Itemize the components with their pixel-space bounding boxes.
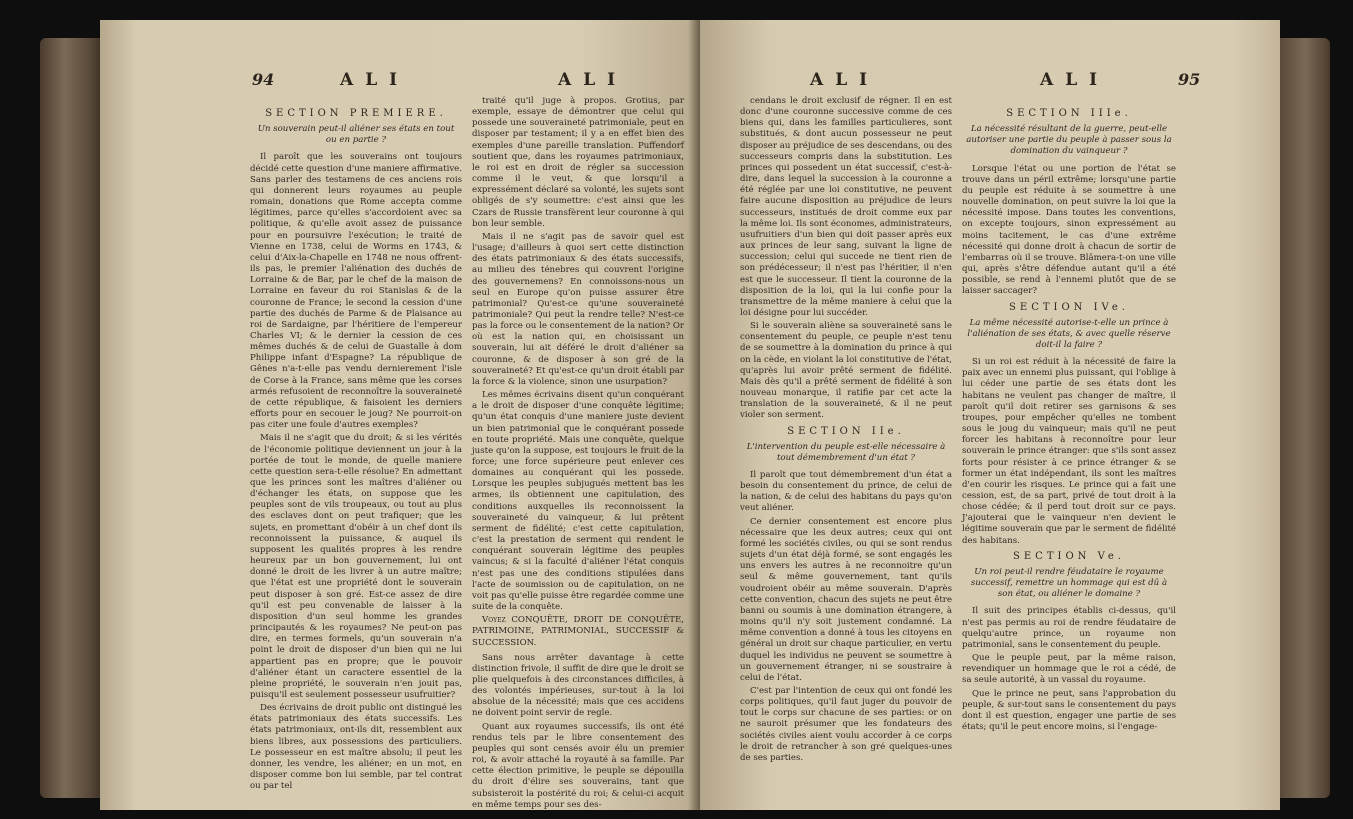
- section-question: Un souverain peut-il aliéner ses états en tout ou en partie ?: [257, 124, 455, 146]
- right-column-2: [962, 104, 1176, 735]
- paragraph: Des écrivains de droit public ont distingué les états patrimoniaux des états successifs. Les états patrimoniaux, ont-ils dit, ressemblent aux biens libres, aux possessions des particuliers. Le possesseur en est maître absolu; il peut les donner, les vendre, les aliéner; en un mot, en disposer comme bon lui semble, par tel contrat ou par tel: [250, 703, 462, 792]
- right-page-number: 95: [1178, 70, 1201, 89]
- paragraph: Quant aux royaumes successifs, ils ont été rendus tels par le libre consentement des peuples qui sont censés avoir élu un premier roi, & avoir attaché la royauté à sa famille. Par cette élection primitive, le peuple se dépouilla du droit d'élire ses souverains, tant que subsisteroit la postérité du roi; & celui-ci acquit en même temps pour ses des-: [472, 721, 684, 810]
- paragraph: Il paroît que tout démembrement d'un état a besoin du consentement du prince, de celui de la nation, & de celui des habitans du pays qu'on veut aliéner.: [740, 470, 952, 514]
- left-header-left: ALI: [340, 70, 410, 90]
- section-question: L'intervention du peuple est-elle nécessaire à tout démembrement d'un état ?: [746, 441, 946, 463]
- paragraph: Si le souverain aliène sa souveraineté sans le consentement du peuple, ce peuple n'est tenu de se soumettre à la domination du prince à qui on la cède, en violant la loi constitutive de l'état, qu'après lui avoir prêté serment de fidélité. Mais dès qu'il a prêté serment de fidélité à son nouveau monarque, il ratifie par cet acte la translation de la souveraineté, & il ne peut violer son serment.: [740, 321, 952, 421]
- paragraph: Sans nous arrêter davantage à cette distinction frivole, il suffit de dire que le droit se plie quelquefois à des circonstances difficiles, à des volontés impérieuses, sur-tout à la loi absolue de la nécessité; mais que ces accidens ne doivent point servir de regle.: [472, 652, 684, 719]
- section-title: SECTION PREMIERE.: [265, 108, 447, 119]
- section-title: SECTION IIe.: [787, 425, 905, 437]
- paragraph: Il suit des principes établis ci-dessus, qu'il n'est pas permis au roi de rendre féudataire de quelqu'autre prince, un royaume non patrimonial, sans le consentement du peuple.: [962, 606, 1176, 650]
- paragraph: Les mêmes écrivains disent qu'un conquérant a le droit de disposer d'une conquête légitime; qu'un état conquis d'une maniere juste devient un bien patrimonial que le conquérant possede en toute propriété. Mais une conquête, quelque juste qu'on la suppose, est toujours le fruit de la force; une force supérieure peut enlever ces domaines au conquérant qui les possede. Lorsque les peuples subjugués mettent bas les armes, ils obtiennent une capitulation, des conditions auxquelles ils reconnoissent la souveraineté du vainqueur, & lui prêtent serment de fidélité; c'est cette capitulation, c'est la prestation de serment qui rendent le conquérant souverain légitime des peuples vaincus; & si la faculté d'aliéner l'état conquis n'est pas une des conditions stipulées dans l'acte de soumission ou de capitulation, on ne voit pas qu'elle puisse être regardée comme une suite de la conquête.: [472, 390, 685, 613]
- section-title: SECTION IVe.: [1009, 301, 1129, 313]
- paragraph: Que le prince ne peut, sans l'approbation du peuple, & sur-tout sans le consentement du pays dont il est question, engager une partie de ses états; qu'il le peut encore moins, si l'engage-: [962, 688, 1176, 732]
- right-header-left: ALI: [810, 70, 880, 90]
- section-title: SECTION Ve.: [1013, 550, 1125, 562]
- section-question: Un roi peut-il rendre féudataire le royaume successif, remettre un hommage qui est dû à son état, ou aliéner le domaine ?: [970, 566, 1168, 600]
- paragraph: Ce dernier consentement est encore plus nécessaire que les deux autres; ceux qui ont formé les sociétés civiles, ou qui se sont rendus sujets d'un état déjà formé, se sont engagés les uns envers les autres à ne reconnoitre qu'un seul & même gouvernement, tant qu'ils voudroient obéir au même souverain. D'après cette convention, chacun des sujets ne peut être banni ou soumis à une domination étrangere, à moins qu'il n'y soit justement condamné. La même convention a donné à tous les citoyens en général un droit sur chaque particulier, en vertu duquel les individus ne peuvent se soumettre à un gouvernement étranger, ni se soustraire à celui de l'état.: [740, 516, 952, 683]
- left-page-number: 94: [252, 70, 275, 89]
- right-column-1: [740, 96, 952, 766]
- see-also-reference: Voyez CONQUÊTE, DROIT DE CONQUÊTE, PATRIMOINE, PATRIMONIAL, SUCCESSIF & SUCCESSION.: [472, 615, 684, 648]
- left-column-1: [250, 104, 462, 794]
- paragraph: Si un roi est réduit à la nécessité de faire la paix avec un ennemi plus puissant, qui l'oblige à lui céder une partie de ses états dont les habitans ne veulent pas changer de maître, il paroît qu'il doit retirer ses garnisons & ses troupes, pour empêcher qu'elles ne tombent sous le joug du vainqueur; mais qu'il ne peut forcer les habitans à reconnoître pour leur souverain le prince étranger: que s'ils sont assez forts pour résister à ce prince étranger & se former un état indépendant, ils sont les maîtres d'en courir les risques. Le prince qui a fait une cession, est, de sa part, privé de tout droit à la chose cédée; & il perd tout droit sur ce pays. J'ajouterai que le vainqueur n'en devient le légitime souverain que par le serment de fidélité des habitans.: [962, 357, 1176, 546]
- paragraph: Mais il ne s'agit que du droit; & si les vérités de l'économie politique deviennent un jour à la portée de tout le monde, de quelle maniere cette question sera-t-elle résolue? En admettant que les princes sont les maîtres d'aliéner ou d'échanger les états, on suppose que les peuples sont de vils troupeaux, ou tout au plus des esclaves dont on peut trafiquer; que les sujets, en promettant d'obéir à un chef dont ils reconnoissent la puissance, & auquel ils supposent les qualités propres à les rendre heureux par un bon gouvernement, lui ont donné le droit de les livrer à un autre maître; que l'état est une propriété dont le souverain peut disposer à son gré. Est-ce assez de dire qu'il est peu convenable de laisser à la disposition d'un seul homme les grandes principautés & les royaumes? Ne peut-on pas dire, en termes formels, qu'un souverain n'a point le droit de disposer d'un bien qui ne lui appartient pas en propre; que le pouvoir d'aliéner étant un caractere essentiel de la pleine propriété, le souverain n'en jouit pas, puisqu'il est seulement possesseur usufruitier?: [250, 433, 462, 700]
- right-page: [700, 20, 1280, 810]
- paragraph: Lorsque l'état ou une portion de l'état se trouve dans un péril extrême; lorsqu'une partie du peuple est réduite à se soumettre à une nouvelle domination, on peut suivre la loi que la nécessité impose. Dans toutes les conventions, on excepte toujours, sinon expressément au moins tacitement, le cas d'une extrême nécessité qui donne droit à chacun de sortir de l'embarras où il se trouve. Blâmera-t-on une ville qui, après s'être défendue autant qu'il a été possible, se rend à l'ennemi plutôt que de se laisser saccager?: [962, 163, 1176, 297]
- left-header-right: ALI: [558, 70, 628, 90]
- section-question: La même nécessité autorise-t-elle un prince à l'aliénation de ses états, & avec quelle réserve doit-il la faire ?: [967, 317, 1171, 350]
- paragraph: Que le peuple peut, par la même raison, revendiquer un hommage que le roi a cédé, de sa seule autorité, à un vassal du royaume.: [962, 653, 1176, 686]
- paragraph: cendans le droit exclusif de régner. Il en est donc d'une couronne successive comme de ces biens qui, dans les familles particulieres, sont substitués, & dont aucun possesseur ne peut disposer au préjudice de ses descendans, ou des successeurs compris dans la substitution. Les princes qui possedent un état successif, c'est-à-dire, dans lequel la succession à la couronne a été réglée par une loi constitutive, ne peuvent faire aucune disposition au préjudice de leurs successeurs, institués de droit comme eux par la même loi. Ils sont économes, administrateurs, usufruitiers d'un bien qui doit passer après eux aux princes de leur sang, suivant la ligne de succession; celui qui succede ne tient rien de son prédécesseur; il n'est pas l'héritier, il n'en est que le successeur. Il tient la couronne de la disposition de la loi, qui la lui confie pour la transmettre de la même maniere à celui que la loi désigne pour lui succéder.: [740, 96, 952, 318]
- paragraph: traité qu'il juge à propos. Grotius, par exemple, essaye de démontrer que celui qui possede une souveraineté patrimoniale, peut en disposer par testament; il y a en effet bien des exemples d'une pareille translation. Puffendorf soutient que, dans les royaumes patrimoniaux, le roi est en droit de régler sa succession comme il le veut, & que lorsqu'il a expressément déclaré sa volonté, les sujets sont obligés de s'y soumettre: c'est ainsi que les Czars de Russie transfèrent leur couronne à qui bon leur semble.: [472, 96, 684, 229]
- section-title: SECTION IIIe.: [1006, 108, 1132, 119]
- open-book: [40, 8, 1330, 814]
- section-question: La nécessité résultant de la guerre, peut-elle autoriser une partie du peuple à passer sous la domination du vainqueur ?: [966, 124, 1172, 157]
- paragraph: Mais il ne s'agit pas de savoir quel est l'usage; d'ailleurs à quoi sert cette distinction des états patrimoniaux & des états successifs, au milieu des ténebres qui couvrent l'origine des gouvernemens? En connoissons-nous un seul en Europe qu'on puisse assurer être patrimonial? Qu'est-ce qu'une souveraineté patrimoniale? Qui peut la rendre telle? N'est-ce pas la force ou le consentement de la nation? Or où est la nation qui, en choisissant un souverain, lui ait déféré le droit d'aliéner sa couronne, & de disposer à son gré de la souveraineté? Et qu'est-ce qu'un droit établi par la force & la violence, sinon une usurpation?: [472, 231, 684, 387]
- left-column-2: [472, 96, 684, 810]
- paragraph: Il paroît que les souverains ont toujours décidé cette question d'une maniere affirmative. Sans parler des testamens de ces anciens rois qui donnerent leurs royaumes au peuple romain, donations que Rome accepta comme légitimes, parce qu'elles s'accordoient avec sa politique, & qu'elle avoit assez de puissance pour en poursuivre l'exécution; le traité de Vienne en 1738, celui de Worms en 1743, & celui d'Aix-la-Chapelle en 1748 ne nous offrent-ils pas, le premier l'aliénation des duchés de Lorraine & de Bar, par le chef de la maison de Lorraine en faveur du roi Stanislas & de la couronne de France; le second la cession d'une partie des duchés de Parme & de Plaisance au roi de Sardaigne, par l'héritiere de l'empereur Charles VI; & le dernier la cession de ces mêmes duchés & de celui de Guastalle à dom Philippe infant d'Espagne? La république de Gênes n'a-t-elle pas vendu dernierement l'isle de Corse à la France, sans même que les corses armés refusoient de reconnoître la souveraineté de cette république, & faisoient les derniers efforts pour en secouer le joug? Ne pourroit-on pas citer une foule d'autres exemples?: [250, 152, 462, 431]
- paragraph: C'est par l'intention de ceux qui ont fondé les corps politiques, qu'il faut juger du pouvoir de tout le corps sur chacune de ses parties: or on ne sauroit présumer que les fondateurs des sociétés civiles aient voulu accorder à ce corps le droit de retrancher à son gré quelques-unes de ses parties.: [740, 685, 952, 763]
- left-page: [100, 20, 700, 810]
- right-header-right: ALI: [1040, 70, 1110, 90]
